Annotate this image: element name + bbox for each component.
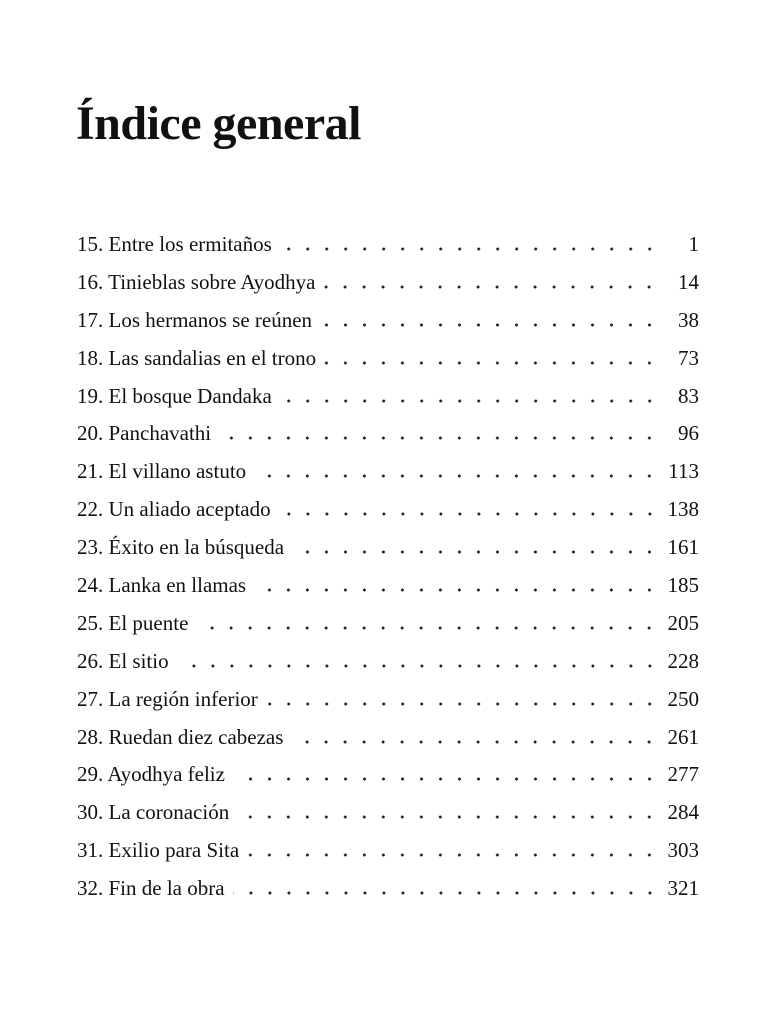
dot-leader [324, 361, 659, 365]
toc-entry-title: 29. Ayodhya feliz [77, 762, 225, 787]
toc-entry-title: 25. El puente [77, 610, 189, 635]
dot-leader [280, 399, 659, 403]
dot-leader [254, 588, 659, 592]
dot-leader [196, 626, 659, 630]
toc-entry-page: 277 [667, 762, 699, 787]
toc-entry-title: 30. La coronación [77, 800, 230, 825]
toc-entry-page: 38 [678, 307, 699, 332]
toc-entry[interactable] [77, 535, 699, 573]
toc-entry-page: 96 [678, 421, 699, 446]
toc-entry-page: 303 [667, 838, 699, 863]
toc-entry-page: 205 [667, 610, 699, 635]
toc-entry-page: 83 [678, 383, 699, 408]
dot-leader [292, 550, 659, 554]
dot-leader [254, 474, 659, 478]
toc-entry-title: 21. El villano astuto [77, 459, 247, 484]
page-title: Índice general [76, 97, 361, 150]
toc-entry[interactable] [77, 762, 699, 800]
dot-leader [323, 285, 659, 289]
dot-leader [266, 702, 659, 706]
toc-entry-page: 161 [667, 535, 699, 560]
toc-entry[interactable] [77, 725, 699, 763]
toc-entry-page: 228 [667, 648, 699, 673]
toc-entry-title: 28. Ruedan diez cabezas [77, 724, 284, 749]
toc-entry[interactable] [77, 687, 699, 725]
toc-entry[interactable] [77, 876, 699, 914]
dot-leader [233, 891, 659, 895]
toc-entry-page: 138 [667, 497, 699, 522]
table-of-contents [77, 232, 699, 914]
toc-entry-page: 284 [667, 800, 699, 825]
toc-entry-page: 321 [667, 876, 699, 901]
toc-entry[interactable] [77, 308, 699, 346]
dot-leader [237, 815, 659, 819]
toc-entry-title: 15. Entre los ermitaños [77, 232, 272, 256]
toc-entry-title: 17. Los hermanos se reúnen [77, 307, 313, 332]
toc-entry[interactable] [77, 459, 699, 497]
toc-entry-page: 1 [688, 232, 699, 256]
dot-leader [233, 777, 659, 781]
toc-entry-page: 185 [667, 573, 699, 598]
toc-entry[interactable] [77, 346, 699, 384]
dot-leader [177, 664, 659, 668]
toc-entry-title: 31. Exilio para Sita [77, 838, 240, 863]
toc-entry-title: 19. El bosque Dandaka [77, 383, 272, 408]
toc-entry[interactable] [77, 421, 699, 459]
toc-entry[interactable] [77, 838, 699, 876]
toc-entry-title: 32. Fin de la obra [77, 876, 225, 901]
toc-entry-page: 113 [668, 459, 699, 484]
toc-entry-page: 261 [667, 724, 699, 749]
toc-entry-title: 24. Lanka en llamas [77, 573, 247, 598]
dot-leader [219, 436, 659, 440]
toc-entry-page: 14 [678, 269, 699, 294]
dot-leader [291, 740, 659, 744]
toc-entry-title: 18. Las sandalias en el trono [77, 345, 317, 370]
dot-leader [247, 853, 659, 857]
toc-entry[interactable] [77, 611, 699, 649]
toc-entry-title: 23. Éxito en la búsqueda [77, 535, 285, 560]
toc-entry-title: 22. Un aliado aceptado [77, 497, 271, 522]
toc-entry-title: 26. El sitio [77, 648, 169, 673]
toc-entry[interactable] [77, 497, 699, 535]
toc-entry[interactable] [77, 573, 699, 611]
toc-entry[interactable] [77, 649, 699, 687]
toc-entry-title: 27. La región inferior [77, 686, 258, 711]
toc-entry[interactable] [77, 384, 699, 422]
toc-entry-title: 16. Tinieblas sobre Ayodhya [77, 269, 316, 294]
toc-entry-title: 20. Panchavathi [77, 421, 212, 446]
dot-leader [279, 512, 659, 516]
dot-leader [280, 247, 659, 251]
dot-leader [320, 323, 659, 327]
toc-entry-page: 250 [667, 686, 699, 711]
toc-entry-page: 73 [678, 345, 699, 370]
toc-entry[interactable] [77, 800, 699, 838]
toc-entry[interactable] [77, 232, 699, 270]
toc-entry[interactable] [77, 270, 699, 308]
